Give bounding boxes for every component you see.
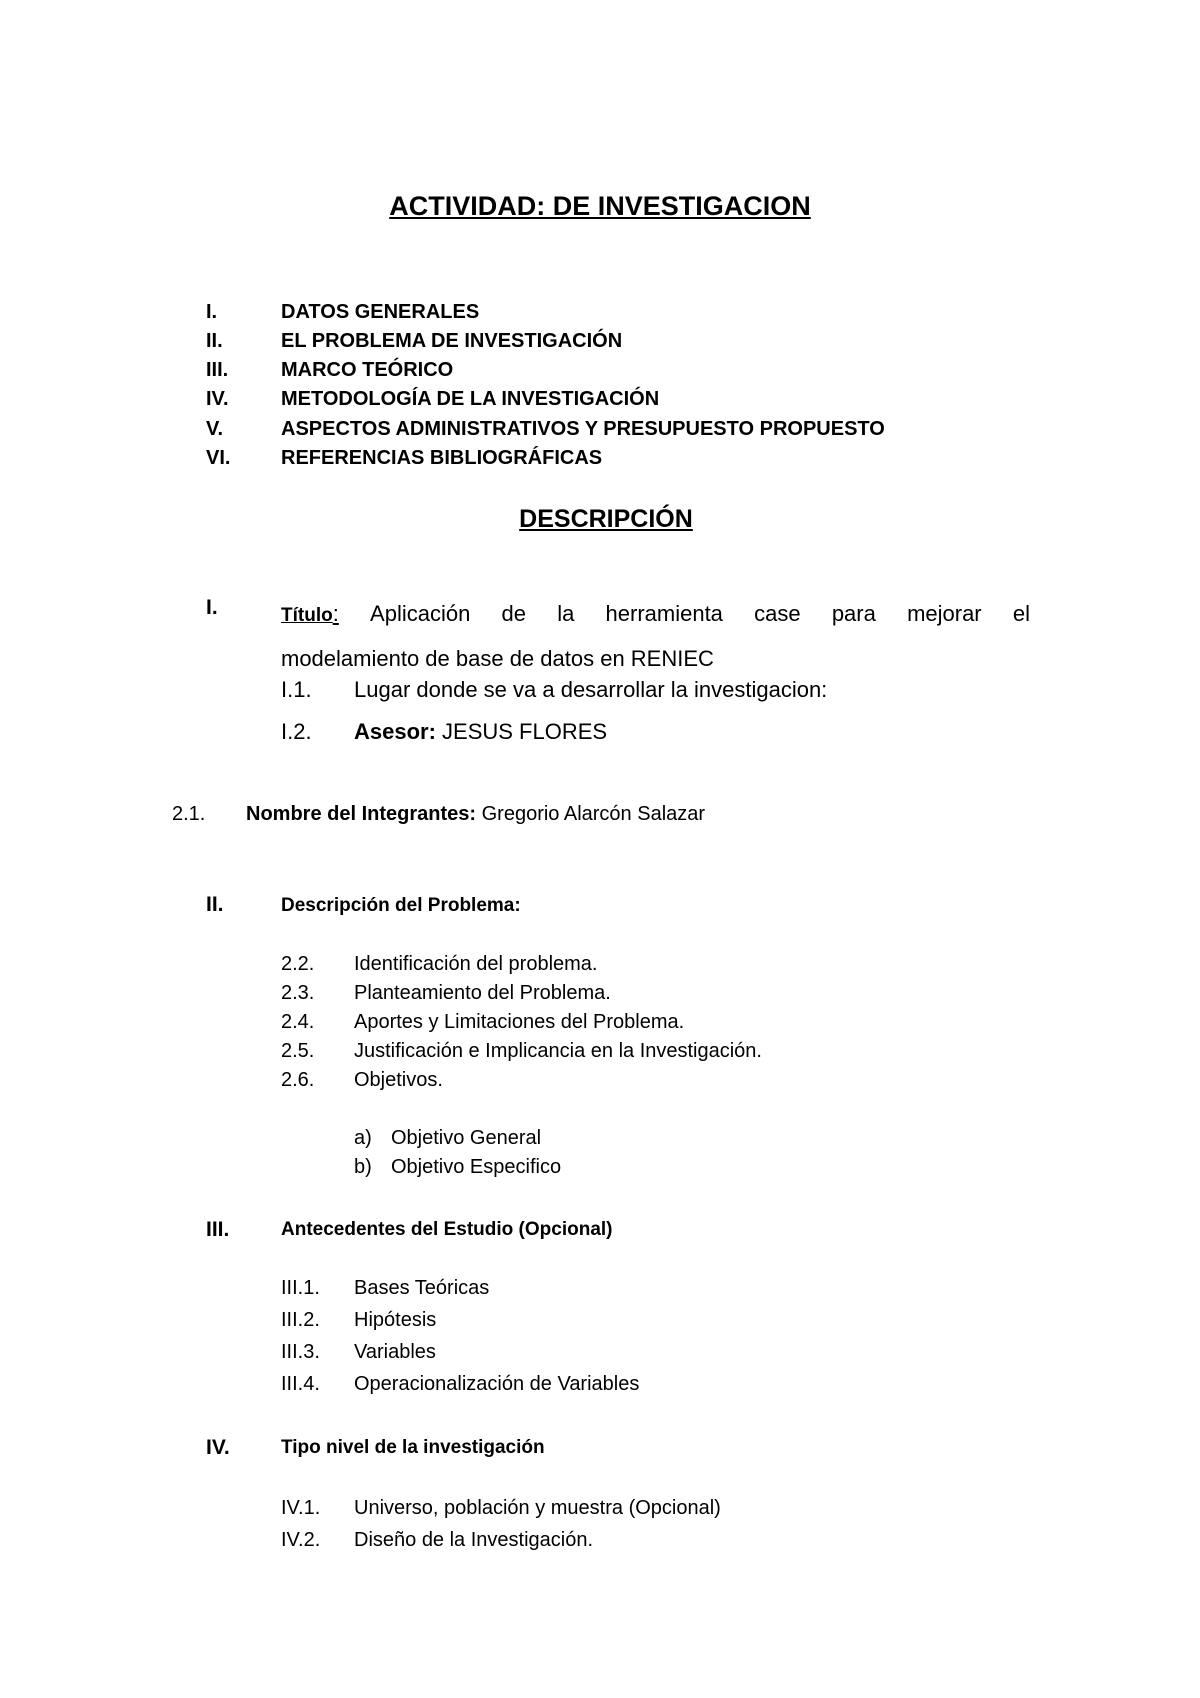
list-item-text: Aportes y Limitaciones del Problema. [354, 1011, 685, 1033]
toc-item-text: MARCO TEÓRICO [281, 359, 454, 381]
section-4-heading: Tipo nivel de la investigación [281, 1437, 545, 1458]
section-4-number: IV. [206, 1436, 230, 1459]
objective-text: Objetivo General [391, 1127, 542, 1149]
title-word: la [557, 601, 575, 626]
list-item-text: Objetivos. [354, 1069, 443, 1091]
title-word: herramienta [605, 601, 723, 626]
list-item-text [354, 719, 607, 745]
objective-text: Objetivo Especifico [391, 1156, 562, 1178]
title-label: Título [281, 605, 333, 626]
list-item-number: I.2. [281, 719, 312, 744]
list-item-text: Universo, población y muestra (Opcional) [354, 1497, 721, 1519]
title-line-2: modelamiento de base de datos en RENIEC [281, 646, 714, 671]
toc-item-text: METODOLOGÍA DE LA INVESTIGACIÓN [281, 388, 660, 410]
toc-item-number: I. [206, 301, 218, 323]
objective-letter: a) [354, 1127, 372, 1149]
section-3-heading: Antecedentes del Estudio (Opcional) [281, 1219, 613, 1240]
toc-item-number: VI. [206, 447, 231, 469]
list-item-text: Bases Teóricas [354, 1277, 490, 1299]
document-title: ACTIVIDAD: DE INVESTIGACION [389, 191, 811, 221]
list-item-number: IV.1. [281, 1497, 321, 1519]
list-item-text: Justificación e Implicancia en la Investigación. [354, 1040, 762, 1062]
title-colon: : [332, 601, 339, 626]
title-label-group [281, 592, 339, 637]
list-item-text: Diseño de la Investigación. [354, 1529, 594, 1551]
title-word: para [831, 601, 876, 626]
description-title: DESCRIPCIÓN [519, 505, 693, 533]
members-value: Gregorio Alarcón Salazar [476, 803, 706, 825]
title-word: mejorar [907, 601, 982, 626]
section-1-title-block [281, 592, 1030, 680]
members-number: 2.1. [172, 803, 206, 825]
list-item-text: Hipótesis [354, 1309, 437, 1331]
members-line [246, 803, 705, 826]
list-item-number: I.1. [281, 677, 312, 702]
section-2-number: II. [206, 893, 224, 916]
toc-item-text: ASPECTOS ADMINISTRATIVOS Y PRESUPUESTO PROPUESTO [281, 418, 885, 440]
list-item-text: Lugar donde se va a desarrollar la investigacion: [354, 677, 828, 702]
list-item-number: III.4. [281, 1373, 320, 1395]
list-item-text: Operacionalización de Variables [354, 1373, 640, 1395]
list-item-text: Variables [354, 1341, 436, 1363]
title-word: de [501, 601, 526, 626]
objective-letter: b) [354, 1156, 372, 1178]
section-3-number: III. [206, 1218, 230, 1241]
toc-item-text: DATOS GENERALES [281, 301, 480, 323]
list-item-text: Identificación del problema. [354, 953, 598, 975]
toc-item-text: EL PROBLEMA DE INVESTIGACIÓN [281, 330, 623, 352]
toc-item-number: III. [206, 359, 229, 381]
list-item-number: III.2. [281, 1309, 320, 1331]
title-word: el [1012, 601, 1030, 626]
title-word: case [754, 601, 801, 626]
list-item-number: 2.5. [281, 1040, 315, 1062]
toc-item-text: REFERENCIAS BIBLIOGRÁFICAS [281, 447, 603, 469]
list-item-number: III.3. [281, 1341, 320, 1363]
list-item-number: 2.2. [281, 953, 315, 975]
list-item-number: 2.6. [281, 1069, 315, 1091]
toc-item-number: II. [206, 330, 223, 352]
list-item-number: IV.2. [281, 1529, 321, 1551]
advisor-label: Asesor: [354, 719, 436, 744]
title-word: Aplicación [370, 601, 471, 626]
section-1-number: I. [206, 596, 218, 619]
list-item-number: 2.3. [281, 982, 315, 1004]
list-item-text: Planteamiento del Problema. [354, 982, 611, 1004]
list-item-number: 2.4. [281, 1011, 315, 1033]
toc-item-number: IV. [206, 388, 229, 410]
list-item-number: III.1. [281, 1277, 320, 1299]
toc-item-number: V. [206, 418, 224, 440]
title-line-1 [281, 592, 1030, 637]
members-label: Nombre del Integrantes: [246, 803, 477, 825]
section-2-heading: Descripción del Problema: [281, 895, 521, 916]
advisor-name: JESUS FLORES [435, 719, 608, 744]
